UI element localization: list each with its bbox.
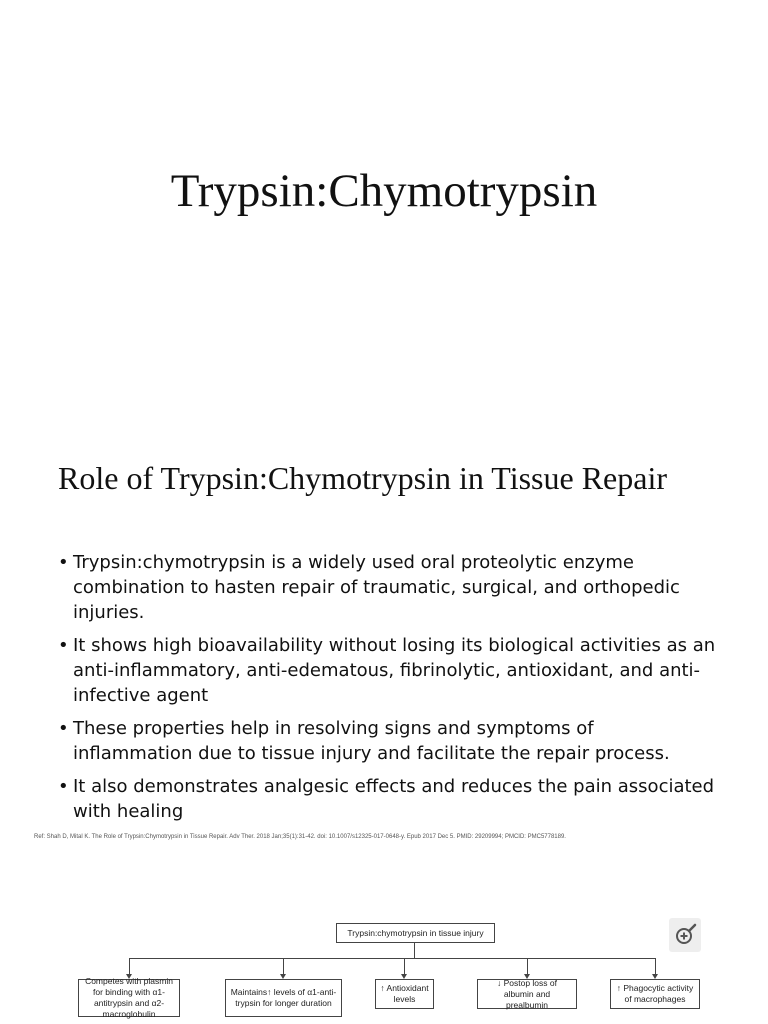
bullet-item <box>58 774 718 824</box>
connector-line <box>414 943 415 958</box>
diagram-child-node: Competes with plasmin for binding with α1-antitrypsin and α2-macroglobulin <box>78 979 180 1017</box>
reference-citation: Ref: Shah D, Mital K. The Role of Trypsin:Chymotrypsin in Tissue Repair. Adv Ther. 2018 Jan;35(1):31-42. doi: 10.1007/s12325-017-0648-y. Epub 2017 Dec 5. PMID: 29209994; PMCID: PMC5778189. <box>34 834 566 840</box>
section-heading: Role of Trypsin:Chymotrypsin in Tissue Repair <box>58 460 667 496</box>
bullet-text: Trypsin:chymotrypsin is a widely used oral proteolytic enzyme combination to hasten repair of traumatic, surgical, and orthopedic injuries. <box>73 552 680 623</box>
connector-line <box>527 958 528 974</box>
bullet-item <box>58 716 718 766</box>
zoom-in-icon <box>669 918 701 952</box>
connector-line <box>404 958 405 974</box>
bullet-text: It shows high bioavailability without losing its biological activities as an anti-inflammatory, anti-edematous, fibrinolytic, antioxidant, and anti-infective agent <box>73 635 716 706</box>
bullet-dot: • <box>58 552 69 573</box>
diagram-child-node: ↑ Antioxidant levels <box>375 979 434 1009</box>
zoom-button[interactable] <box>669 918 701 952</box>
flow-diagram <box>0 915 768 1024</box>
connector-line <box>655 958 656 974</box>
slide-title: Trypsin:Chymotrypsin <box>170 165 598 217</box>
diagram-child-node: Maintains↑ levels of α1-anti-trypsin for longer duration <box>225 979 342 1017</box>
bullet-list <box>58 550 718 832</box>
diagram-root-node: Trypsin:chymotrypsin in tissue injury <box>336 923 495 943</box>
bullet-dot: • <box>58 718 69 739</box>
connector-line <box>283 958 284 974</box>
bullet-item <box>58 633 718 708</box>
bullet-text: These properties help in resolving signs and symptoms of inflammation due to tissue injury and facilitate the repair process. <box>73 718 670 764</box>
bullet-item <box>58 550 718 625</box>
connector-line <box>129 958 655 959</box>
bullet-dot: • <box>58 635 69 656</box>
diagram-child-node: ↑ Phagocytic activity of macrophages <box>610 979 700 1009</box>
connector-line <box>129 958 130 974</box>
bullet-dot: • <box>58 776 69 797</box>
bullet-text: It also demonstrates analgesic effects and reduces the pain associated with healing <box>73 776 715 822</box>
diagram-child-node: ↓ Postop loss of albumin and prealbumin <box>477 979 577 1009</box>
